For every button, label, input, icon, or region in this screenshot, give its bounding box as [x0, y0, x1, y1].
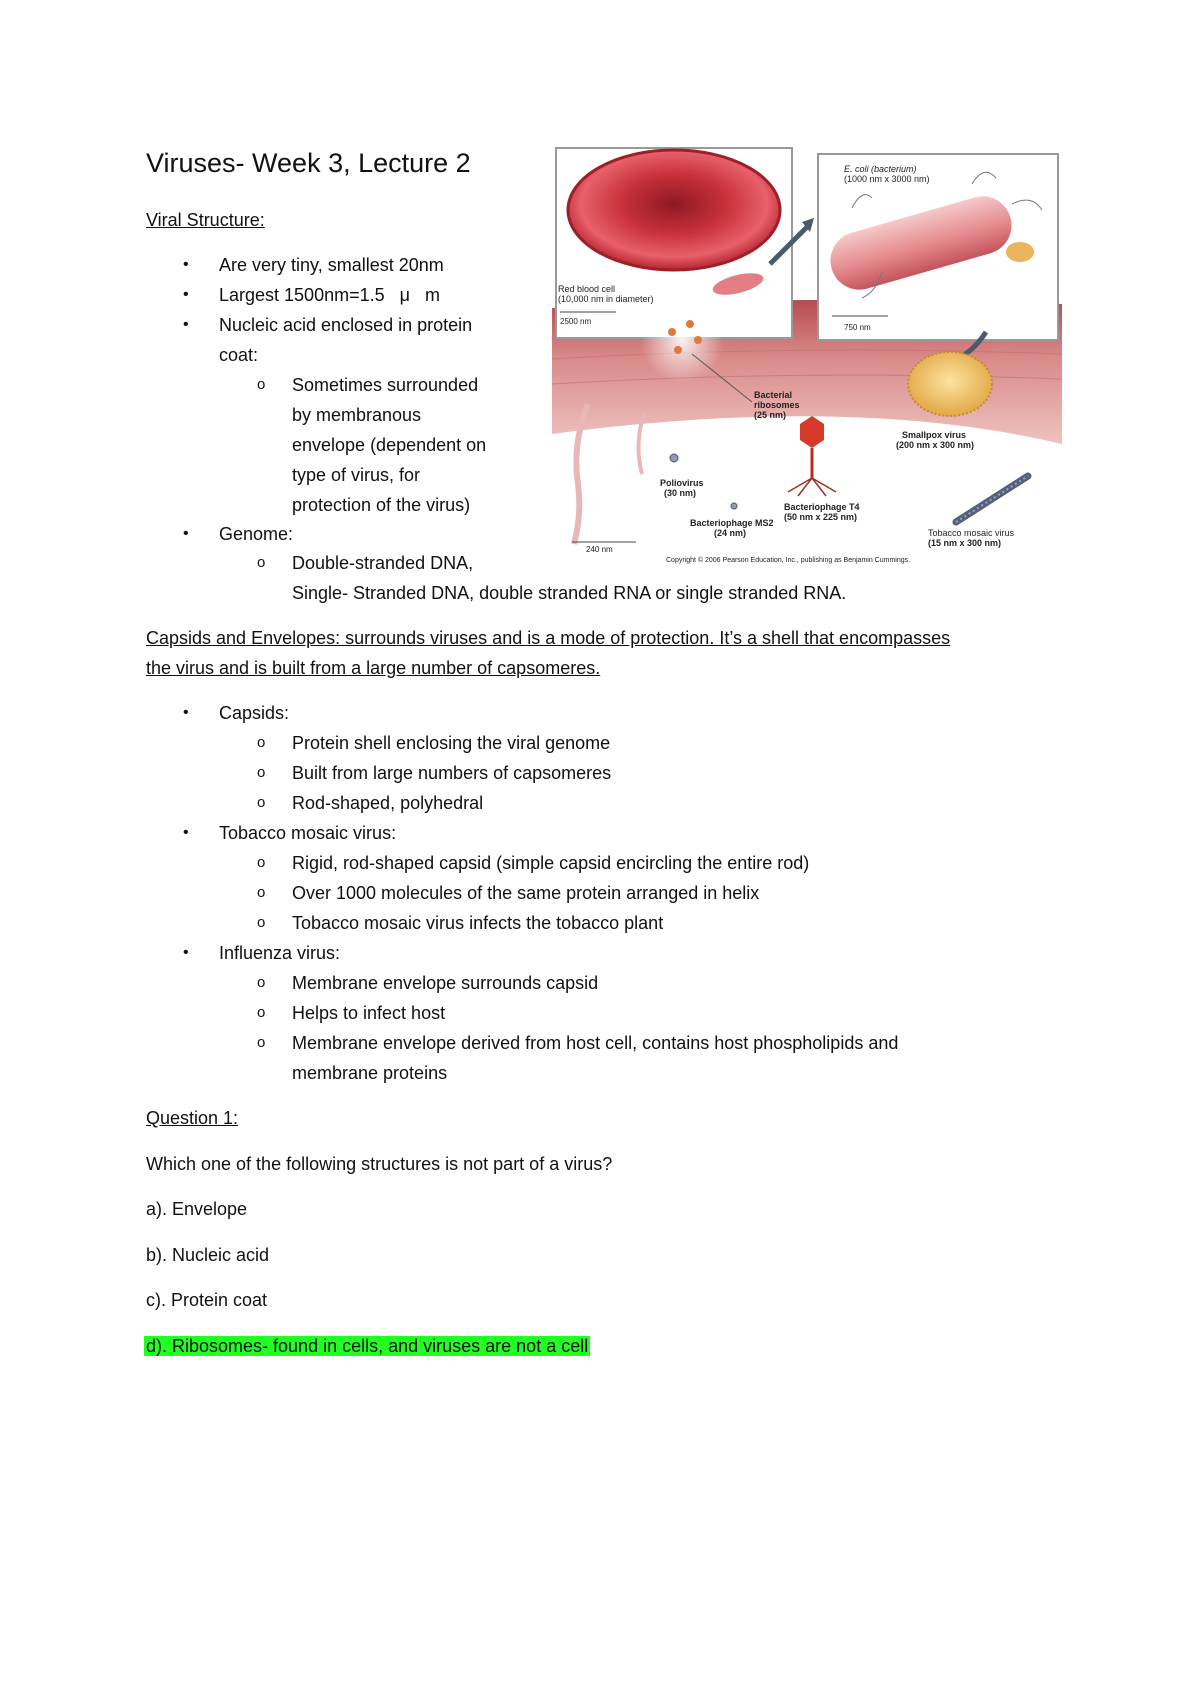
ribosome-icon [686, 320, 694, 328]
answer-option-a: a). Envelope [146, 1199, 248, 1219]
bullet-glyph: • [183, 944, 189, 961]
sub-list-item: Membrane envelope derived from host cell, contains host phospholipids and [292, 1033, 899, 1053]
capsids-label: Capsids: [219, 703, 290, 723]
sub-list-item: Over 1000 molecules of the same protein arranged in helix [292, 883, 760, 903]
ecoli-scale-label: 750 nm [844, 323, 871, 332]
capsids-intro-line: the virus and is built from a large number of capsomeres. [146, 658, 601, 678]
answer-option-b: b). Nucleic acid [146, 1245, 270, 1265]
ribosome-icon [668, 328, 676, 336]
question-heading: Question 1: [146, 1108, 239, 1128]
sub-list-item: membrane proteins [292, 1063, 448, 1083]
list-item: coat: [219, 345, 259, 365]
tmv-label-2: (15 nm x 300 nm) [928, 538, 1002, 548]
bullet-glyph: • [183, 824, 189, 841]
bullet-glyph: • [183, 525, 189, 542]
sub-list-item: protection of the virus) [292, 495, 471, 515]
sub-list-item: Membrane envelope surrounds capsid [292, 973, 599, 993]
sub-bullet-glyph: o [257, 794, 266, 811]
question-prompt: Which one of the following structures is not part of a virus? [146, 1154, 613, 1174]
sub-bullet-glyph: o [257, 914, 266, 931]
sub-list-item: by membranous [292, 405, 422, 425]
viral-structure-heading: Viral Structure: [146, 210, 265, 230]
sub-bullet-glyph: o [257, 1034, 266, 1051]
sub-list-item: Rigid, rod-shaped capsid (simple capsid encircling the entire rod) [292, 853, 810, 873]
highlighted-answer: d). Ribosomes- found in cells, and viruses are not a cell [146, 1336, 589, 1356]
microbe-size-figure [552, 144, 1062, 568]
rbc-label-2: (10,000 nm in diameter) [558, 294, 654, 304]
page-title: Viruses- Week 3, Lecture 2 [146, 148, 471, 178]
polio-label-2: (30 nm) [664, 488, 697, 498]
ribosome-icon [674, 346, 682, 354]
ribosomes-label-3: (25 nm) [754, 410, 787, 420]
bullet-glyph: • [183, 704, 189, 721]
rbc-label-1: Red blood cell [558, 284, 616, 294]
rbc-scale-label: 2500 nm [560, 317, 592, 326]
genome-label: Genome: [219, 524, 294, 544]
sub-bullet-glyph: o [257, 734, 266, 751]
sub-list-item: Helps to infect host [292, 1003, 446, 1023]
influenza-label: Influenza virus: [219, 943, 341, 963]
capsids-intro-line: Capsids and Envelopes: surrounds viruses and is a mode of protection. It’s a shell that encompasses [146, 628, 951, 648]
sub-list-item: Sometimes surrounded [292, 375, 479, 395]
ribosome-icon [694, 336, 702, 344]
bottom-scale-label: 240 nm [586, 545, 613, 554]
smallpox-label-2: (200 nm x 300 nm) [896, 440, 975, 450]
sub-list-item: Double-stranded DNA, [292, 553, 474, 573]
ms2-label-1: Bacteriophage MS2 [690, 518, 774, 528]
sub-bullet-glyph: o [257, 884, 266, 901]
small-cell-icon [1006, 242, 1034, 262]
answer-option-c: c). Protein coat [146, 1290, 268, 1310]
sub-bullet-glyph: o [257, 764, 266, 781]
bacteriophage-ms2-icon [731, 503, 737, 509]
smallpox-virus-icon [908, 352, 992, 416]
ribosomes-label-1: Bacterial [754, 390, 793, 400]
sub-list-item: envelope (dependent on [292, 435, 487, 455]
list-item: Nucleic acid enclosed in protein [219, 315, 473, 335]
sub-list-item: type of virus, for [292, 465, 421, 485]
ecoli-label-1: E. coli (bacterium) [844, 164, 917, 174]
bullet-glyph: • [183, 256, 189, 273]
sub-list-item: Rod-shaped, polyhedral [292, 793, 484, 813]
tobacco-mosaic-virus-icon [956, 476, 1028, 522]
list-item: Largest 1500nm=1.5 μ m [219, 285, 440, 305]
bacteriophage-t4-icon [800, 416, 824, 448]
sub-bullet-glyph: o [257, 376, 266, 393]
sub-list-item: Tobacco mosaic virus infects the tobacco plant [292, 913, 664, 933]
tmv-label-1: Tobacco mosaic virus [928, 528, 1015, 538]
list-item: Are very tiny, smallest 20nm [219, 255, 444, 275]
sub-list-item: Single- Stranded DNA, double stranded RNA or single stranded RNA. [292, 583, 847, 603]
smallpox-label-1: Smallpox virus [902, 430, 967, 440]
sub-bullet-glyph: o [257, 554, 266, 571]
tobacco-label: Tobacco mosaic virus: [219, 823, 397, 843]
t4-legs [788, 478, 836, 496]
microbe-size-illustration [552, 144, 1062, 568]
bullet-glyph: • [183, 316, 189, 333]
sub-bullet-glyph: o [257, 1004, 266, 1021]
ribosomes-label-2: ribosomes [754, 400, 800, 410]
sub-bullet-glyph: o [257, 854, 266, 871]
polio-label-1: Poliovirus [660, 478, 704, 488]
t4-label-1: Bacteriophage T4 [784, 502, 860, 512]
ms2-label-2: (24 nm) [714, 528, 747, 538]
poliovirus-icon [670, 454, 678, 462]
sub-list-item: Built from large numbers of capsomeres [292, 763, 612, 783]
bullet-glyph: • [183, 286, 189, 303]
sub-bullet-glyph: o [257, 974, 266, 991]
t4-label-2: (50 nm x 225 nm) [784, 512, 858, 522]
ecoli-label-2: (1000 nm x 3000 nm) [844, 174, 930, 184]
figure-copyright: Copyright © 2006 Pearson Education, Inc., publishing as Benjamin Cummings. [666, 557, 911, 564]
answer-option-d [144, 1331, 590, 1361]
sub-list-item: Protein shell enclosing the viral genome [292, 733, 611, 753]
